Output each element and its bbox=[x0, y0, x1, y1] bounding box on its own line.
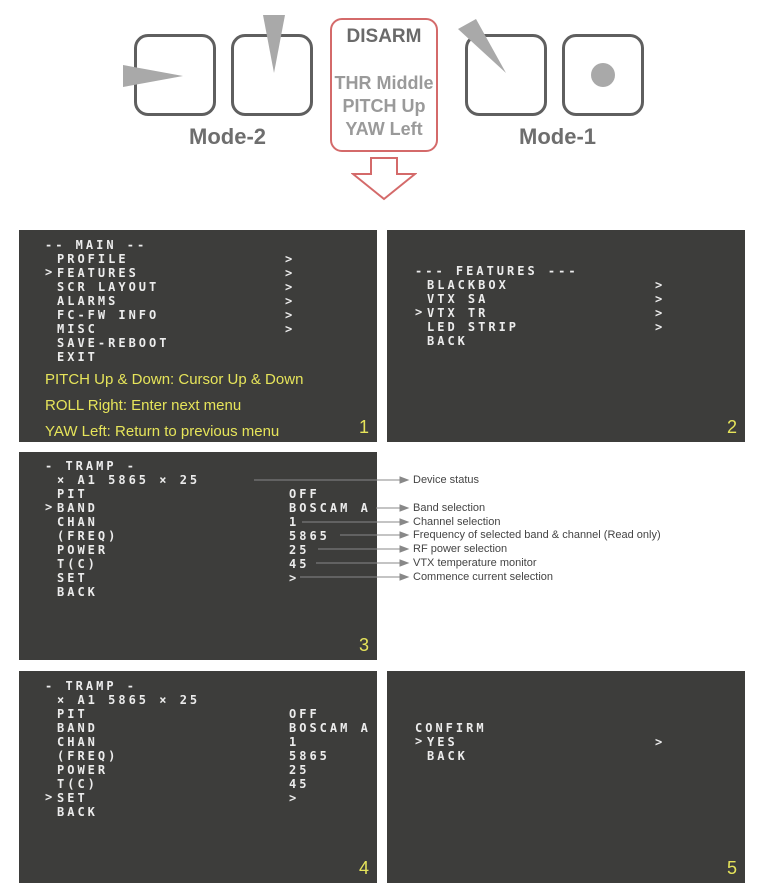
menu-cursor: > bbox=[415, 734, 423, 748]
menu-item: LED STRIP bbox=[427, 320, 520, 334]
menu-item: VTX TR bbox=[427, 306, 489, 320]
submenu-arrow: > bbox=[655, 735, 666, 749]
submenu-arrow: > bbox=[655, 278, 666, 292]
menu-item: FEATURES bbox=[57, 266, 139, 280]
menu-item: VTX SA bbox=[427, 292, 489, 306]
osd-screen-tramp-set bbox=[19, 671, 377, 883]
menu-item: BLACKBOX bbox=[427, 278, 509, 292]
menu-value: 1 bbox=[289, 515, 300, 529]
device-status-line: × A1 5865 × 25 bbox=[57, 473, 201, 487]
hint-text: YAW Left: Return to previous menu bbox=[45, 423, 280, 440]
menu-cursor: > bbox=[45, 500, 53, 514]
menu-item: PIT bbox=[57, 487, 88, 501]
menu-value: 45 bbox=[289, 777, 310, 791]
mode1-label: Mode-1 bbox=[519, 124, 596, 149]
combo-title: DISARM bbox=[346, 26, 422, 47]
menu-item: T(C) bbox=[57, 557, 98, 571]
menu-item: CHAN bbox=[57, 735, 98, 749]
menu-value: 5865 bbox=[289, 529, 330, 543]
menu-value: 5865 bbox=[289, 749, 330, 763]
menu-item: BACK bbox=[57, 805, 98, 819]
menu-item: BACK bbox=[57, 585, 98, 599]
menu-item: MISC bbox=[57, 322, 98, 336]
menu-value: > bbox=[289, 571, 300, 585]
menu-item: CHAN bbox=[57, 515, 98, 529]
osd-screen-confirm bbox=[387, 671, 745, 883]
submenu-arrow: > bbox=[285, 322, 296, 336]
menu-cursor: > bbox=[45, 265, 53, 279]
menu-item: POWER bbox=[57, 763, 109, 777]
submenu-arrow: > bbox=[285, 252, 296, 266]
menu-value: BOSCAM A bbox=[289, 501, 371, 515]
submenu-arrow: > bbox=[655, 320, 666, 334]
menu-cursor: > bbox=[415, 305, 423, 319]
hint-text: PITCH Up & Down: Cursor Up & Down bbox=[45, 371, 304, 388]
submenu-arrow: > bbox=[285, 308, 296, 322]
menu-value: 25 bbox=[289, 763, 310, 777]
combo-line: PITCH Up bbox=[342, 96, 426, 116]
annotation-label: Commence current selection bbox=[413, 571, 554, 583]
menu-item: (FREQ) bbox=[57, 749, 119, 763]
annotation-label: RF power selection bbox=[413, 543, 508, 555]
screen-number: 5 bbox=[726, 858, 737, 878]
annotation-label: VTX temperature monitor bbox=[413, 557, 537, 569]
menu-item: BACK bbox=[427, 334, 468, 348]
menu-item: SET bbox=[57, 791, 88, 805]
screen-number: 3 bbox=[358, 635, 369, 655]
annotation-label: Channel selection bbox=[413, 516, 501, 528]
menu-item: ALARMS bbox=[57, 294, 119, 308]
menu-item: BAND bbox=[57, 501, 98, 515]
menu-value: > bbox=[289, 791, 300, 805]
menu-value: OFF bbox=[289, 707, 320, 721]
screen-number: 4 bbox=[358, 858, 369, 878]
combo-line: YAW Left bbox=[345, 119, 423, 139]
combo-line: THR Middle bbox=[334, 73, 434, 93]
menu-item: POWER bbox=[57, 543, 109, 557]
annotation-label: Device status bbox=[413, 474, 480, 486]
submenu-arrow: > bbox=[285, 294, 296, 308]
submenu-arrow: > bbox=[655, 292, 666, 306]
menu-value: 45 bbox=[289, 557, 310, 571]
menu-value: BOSCAM A bbox=[289, 721, 371, 735]
menu-value: 1 bbox=[289, 735, 300, 749]
screen-number: 1 bbox=[358, 417, 369, 437]
menu-title: -- MAIN -- bbox=[45, 238, 148, 252]
menu-value: OFF bbox=[289, 487, 320, 501]
menu-item: PIT bbox=[57, 707, 88, 721]
annotation-label: Frequency of selected band & channel (Read only) bbox=[413, 529, 661, 541]
menu-item: YES bbox=[427, 735, 458, 749]
menu-title: --- FEATURES --- bbox=[415, 264, 579, 278]
menu-title: CONFIRM bbox=[415, 721, 487, 735]
screen-number: 2 bbox=[726, 417, 737, 437]
menu-title: - TRAMP - bbox=[45, 679, 138, 693]
menu-item: FC-FW INFO bbox=[57, 308, 160, 322]
menu-item: T(C) bbox=[57, 777, 98, 791]
menu-item: EXIT bbox=[57, 350, 98, 364]
menu-cursor: > bbox=[45, 790, 53, 804]
menu-item: BACK bbox=[427, 749, 468, 763]
submenu-arrow: > bbox=[655, 306, 666, 320]
menu-item: SET bbox=[57, 571, 88, 585]
annotation-label: Band selection bbox=[413, 502, 486, 514]
submenu-arrow: > bbox=[285, 266, 296, 280]
device-status-line: × A1 5865 × 25 bbox=[57, 693, 201, 707]
hint-text: ROLL Right: Enter next menu bbox=[45, 397, 242, 414]
menu-item: SCR LAYOUT bbox=[57, 280, 160, 294]
menu-item: BAND bbox=[57, 721, 98, 735]
mode2-label: Mode-2 bbox=[189, 124, 266, 149]
menu-title: - TRAMP - bbox=[45, 459, 138, 473]
menu-item: SAVE-REBOOT bbox=[57, 336, 170, 350]
submenu-arrow: > bbox=[285, 280, 296, 294]
menu-value: 25 bbox=[289, 543, 310, 557]
menu-item: (FREQ) bbox=[57, 529, 119, 543]
menu-item: PROFILE bbox=[57, 252, 129, 266]
